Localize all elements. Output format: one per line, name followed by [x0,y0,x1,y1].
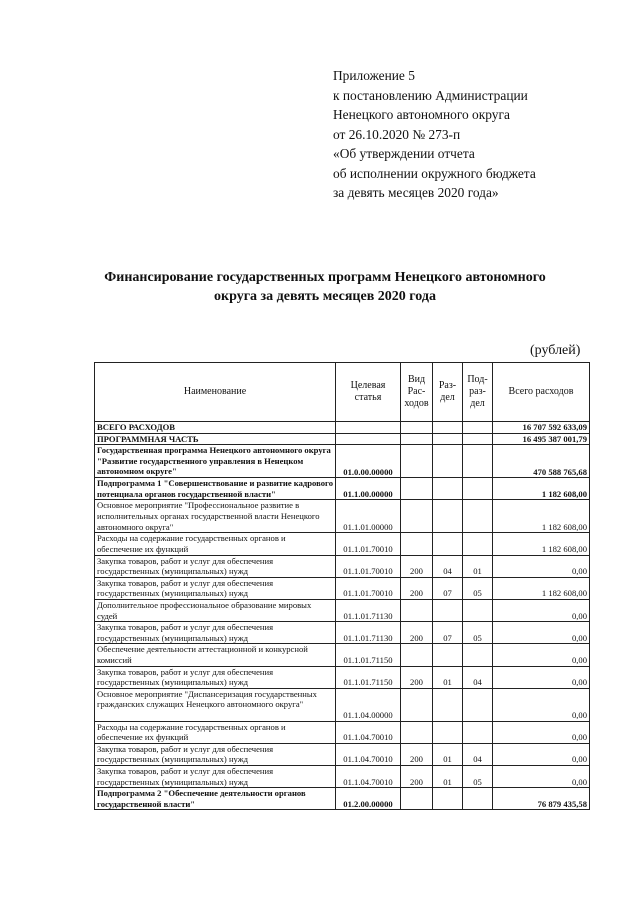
table-row [95,500,590,533]
row-section [433,478,463,500]
row-total: 0,00 [493,644,590,666]
row-subsection [463,788,493,810]
row-kind [401,433,433,445]
annex-line: Ненецкого автономного округа [333,107,510,122]
row-subsection: 01 [463,555,493,577]
row-kind [401,500,433,533]
row-kind [401,688,433,721]
row-subsection [463,599,493,621]
row-subsection [463,644,493,666]
row-total: 76 879 435,58 [493,788,590,810]
row-target: 01.1.01.71130 [336,599,401,621]
table-row [95,666,590,688]
row-name: Государственная программа Ненецкого автономного округа "Развитие государственного управления в Ненецком автономном округе" [95,445,336,478]
row-target: 01.1.01.71150 [336,666,401,688]
row-name: Основное мероприятие "Профессиональное развитие в исполнительных органах государственной власти Ненецкого автономного округа" [95,500,336,533]
row-target: 01.0.00.00000 [336,445,401,478]
row-target: 01.1.04.70010 [336,743,401,765]
annex-line: к постановлению Администрации [333,87,528,103]
row-name: Подпрограмма 1 "Совершенствование и развитие кадрового потенциала органов государственной власти" [95,478,336,500]
header-target: Целевая статья [336,363,401,422]
row-kind [401,599,433,621]
row-name: Закупка товаров, работ и услуг для обеспечения государственных (муниципальных) нужд [95,743,336,765]
row-section [433,721,463,743]
row-name: Закупка товаров, работ и услуг для обеспечения государственных (муниципальных) нужд [95,555,336,577]
row-total: 0,00 [493,622,590,644]
row-kind [401,445,433,478]
row-section [433,422,463,434]
row-subsection [463,478,493,500]
table-row [95,721,590,743]
row-target: 01.1.01.70010 [336,533,401,555]
row-name: Закупка товаров, работ и услуг для обеспечения государственных (муниципальных) нужд [95,622,336,644]
table-row [95,445,590,478]
row-subsection: 04 [463,743,493,765]
header-subsection: Под-раз-дел [463,363,493,422]
title-line-2: округа за девять месяцев 2020 года [214,289,436,304]
row-section: 01 [433,743,463,765]
table-row [95,478,590,500]
table-row [95,766,590,788]
row-section: 01 [433,766,463,788]
row-subsection: 05 [463,766,493,788]
row-section [433,644,463,666]
row-kind [401,533,433,555]
row-section [433,445,463,478]
row-kind: 200 [401,743,433,765]
table-row [95,433,590,445]
row-name: ВСЕГО РАСХОДОВ [95,422,336,434]
table-header-row [95,363,590,422]
row-target: 01.1.04.00000 [336,688,401,721]
row-name: Подпрограмма 2 "Обеспечение деятельности органов государственной власти" [95,788,336,810]
header-kind: Вид Рас-ходов [401,363,433,422]
table-row [95,533,590,555]
row-total: 0,00 [493,599,590,621]
budget-table [94,362,590,810]
row-total: 16 495 387 001,79 [493,433,590,445]
row-subsection [463,533,493,555]
row-total: 0,00 [493,666,590,688]
row-subsection: 04 [463,666,493,688]
row-kind [401,478,433,500]
row-total: 0,00 [493,555,590,577]
row-total: 470 588 765,68 [493,445,590,478]
header-total: Всего расходов [493,363,590,422]
row-section [433,599,463,621]
annex-line: от 26.10.2020 № 273-п [333,126,461,142]
row-name: Закупка товаров, работ и услуг для обеспечения государственных (муниципальных) нужд [95,666,336,688]
row-kind: 200 [401,766,433,788]
header-section: Раз-дел [433,363,463,422]
row-kind [401,788,433,810]
row-section [433,688,463,721]
title-line-1: Финансирование государственных программ Ненецкого автономного [104,270,546,285]
row-kind: 200 [401,577,433,599]
row-total: 0,00 [493,688,590,721]
row-section: 07 [433,577,463,599]
row-name: Основное мероприятие "Диспансеризация государственных гражданских служащих Ненецкого автономного округа" [95,688,336,721]
row-section [433,533,463,555]
row-total: 1 182 608,00 [493,577,590,599]
row-target: 01.1.01.71150 [336,644,401,666]
units-label: (рублей) [530,343,581,358]
row-target: 01.1.01.00000 [336,500,401,533]
annex-line: за девять месяцев 2020 года» [333,185,499,200]
row-subsection [463,445,493,478]
row-subsection: 05 [463,622,493,644]
row-target: 01.1.04.70010 [336,721,401,743]
row-total: 0,00 [493,743,590,765]
row-name: ПРОГРАММНАЯ ЧАСТЬ [95,433,336,445]
row-target [336,433,401,445]
row-section: 07 [433,622,463,644]
table-row [95,622,590,644]
table-row [95,577,590,599]
row-subsection: 05 [463,577,493,599]
row-name: Расходы на содержание государственных органов и обеспечение их функций [95,533,336,555]
row-kind [401,644,433,666]
row-subsection [463,721,493,743]
row-section [433,500,463,533]
row-kind [401,721,433,743]
row-subsection [463,500,493,533]
table-row [95,555,590,577]
row-target: 01.1.00.00000 [336,478,401,500]
row-total: 1 182 608,00 [493,500,590,533]
annex-block [333,66,633,203]
table-row [95,422,590,434]
row-subsection [463,688,493,721]
row-target: 01.1.04.70010 [336,766,401,788]
row-name: Закупка товаров, работ и услуг для обеспечения государственных (муниципальных) нужд [95,577,336,599]
annex-line: об исполнении окружного бюджета [333,165,536,181]
row-section [433,788,463,810]
row-total: 1 182 608,00 [493,478,590,500]
row-target [336,422,401,434]
row-kind: 200 [401,622,433,644]
row-target: 01.1.01.71130 [336,622,401,644]
row-subsection [463,422,493,434]
row-total: 16 707 592 633,09 [493,422,590,434]
row-total: 1 182 608,00 [493,533,590,555]
table-row [95,688,590,721]
row-name: Обеспечение деятельности аттестационной и конкурсной комиссий [95,644,336,666]
annex-line: «Об утверждении отчета [333,146,475,161]
row-target: 01.1.01.70010 [336,577,401,599]
row-section: 04 [433,555,463,577]
table-row [95,743,590,765]
header-name: Наименование [95,363,336,422]
table-row [95,644,590,666]
row-name: Расходы на содержание государственных органов и обеспечение их функций [95,721,336,743]
annex-line: Приложение 5 [333,68,415,83]
row-total: 0,00 [493,721,590,743]
row-subsection [463,433,493,445]
row-kind: 200 [401,555,433,577]
row-target: 01.1.01.70010 [336,555,401,577]
row-name: Дополнительное профессиональное образование мировых судей [95,599,336,621]
document-title [60,268,590,306]
row-section: 01 [433,666,463,688]
table-row [95,599,590,621]
row-total: 0,00 [493,766,590,788]
row-target: 01.2.00.00000 [336,788,401,810]
row-kind [401,422,433,434]
row-kind: 200 [401,666,433,688]
row-section [433,433,463,445]
row-name: Закупка товаров, работ и услуг для обеспечения государственных (муниципальных) нужд [95,766,336,788]
table-row [95,788,590,810]
